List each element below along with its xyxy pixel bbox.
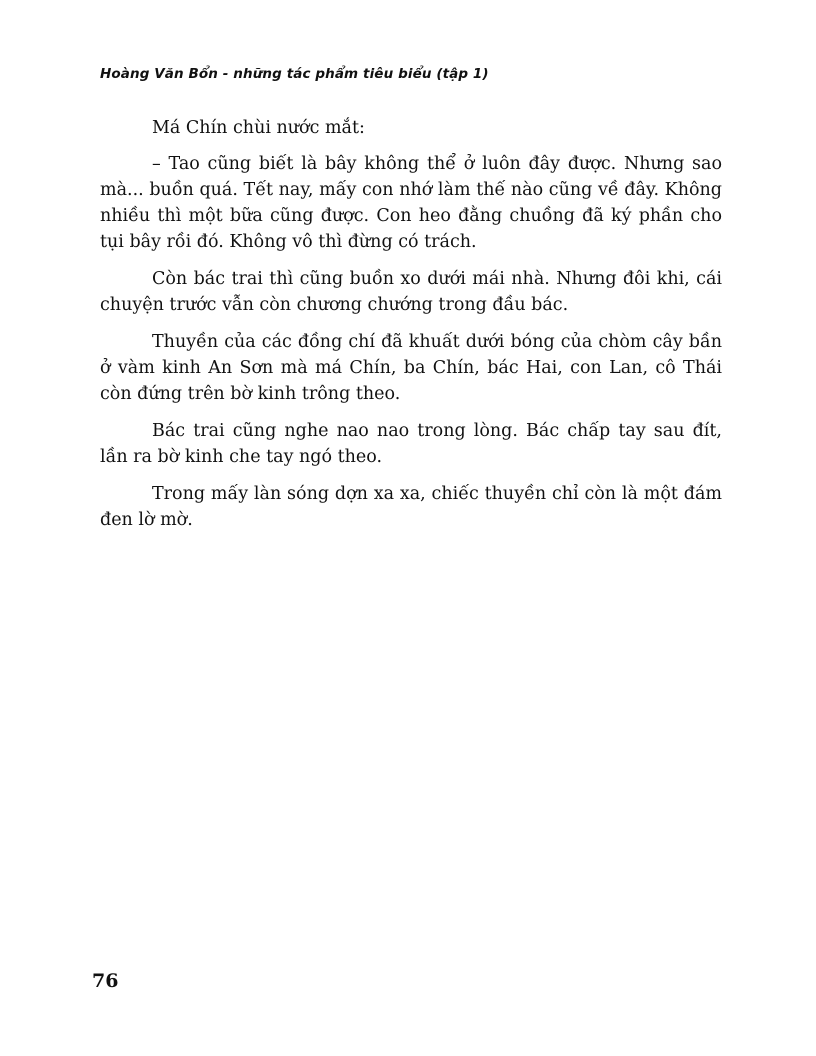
paragraph: – Tao cũng biết là bây không thể ở luôn đây được. Nhưng sao mà... buồn quá. Tết nay, mấy con nhớ làm thế nào cũng về đây. Không nhiều thì một bữa cũng được. Con heo đằng chuồng đã ký phần cho tụi bây rồi đó. Không vô thì đừng có trách. <box>100 154 722 252</box>
page-number: 76 <box>92 970 119 992</box>
running-header: Hoàng Văn Bổn - những tác phẩm tiêu biểu (tập 1) <box>100 66 489 82</box>
paragraph: Bác trai cũng nghe nao nao trong lòng. Bác chấp tay sau đít, lần ra bờ kinh che tay ngó theo. <box>100 421 722 467</box>
paragraph: Còn bác trai thì cũng buồn xo dưới mái nhà. Nhưng đôi khi, cái chuyện trước vẫn còn chương chướng trong đầu bác. <box>100 269 722 315</box>
paragraph: Trong mấy làn sóng dợn xa xa, chiếc thuyền chỉ còn là một đám đen lờ mờ. <box>100 484 722 530</box>
paragraph: Má Chín chùi nước mắt: <box>152 118 365 138</box>
body-text <box>100 115 722 544</box>
paragraph: Thuyền của các đồng chí đã khuất dưới bóng của chòm cây bần ở vàm kinh An Sơn mà má Chín, ba Chín, bác Hai, con Lan, cô Thái còn đứng trên bờ kinh trông theo. <box>100 332 722 404</box>
